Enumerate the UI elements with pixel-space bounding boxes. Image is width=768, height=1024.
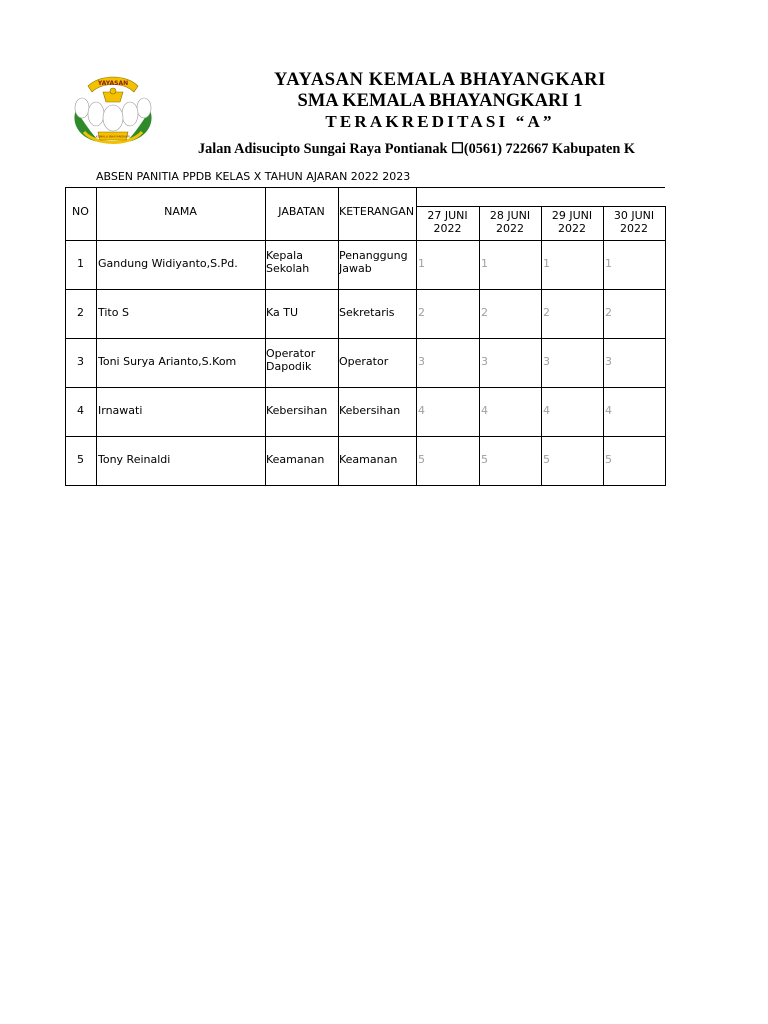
school-name: SMA KEMALA BHAYANGKARI 1 (297, 91, 583, 111)
row-date-value: 3 (481, 355, 488, 368)
row-number: 1 (77, 257, 84, 270)
table-top-border (65, 187, 665, 188)
row-border (65, 485, 666, 486)
column-border (65, 187, 66, 486)
table-caption: ABSEN PANITIA PPDB KELAS X TAHUN AJARAN 2022 2023 (96, 170, 411, 183)
row-number: 5 (77, 453, 84, 466)
row-jabatan-line2: Sekolah (266, 262, 310, 275)
column-header-date: 27 JUNI (427, 209, 468, 222)
row-date-value: 4 (543, 404, 550, 417)
row-jabatan: Operator (266, 347, 316, 360)
row-date-value: 2 (543, 306, 550, 319)
row-border (65, 436, 666, 437)
column-border (265, 187, 266, 486)
column-header-date: 29 JUNI (551, 209, 593, 222)
row-date-value: 1 (605, 257, 612, 270)
column-header-date: 30 JUNI (613, 209, 655, 222)
accreditation: TERAKREDITASI “A” (325, 112, 555, 131)
row-date-value: 1 (543, 257, 550, 270)
row-date-value: 4 (418, 404, 425, 417)
row-keterangan: Keamanan (339, 453, 398, 466)
row-nama: Tony Reinaldi (98, 453, 171, 466)
row-date-value: 5 (418, 453, 425, 466)
row-jabatan: Keamanan (266, 453, 325, 466)
row-date-value: 2 (605, 306, 612, 319)
column-border (541, 206, 542, 486)
row-date-value: 2 (481, 306, 488, 319)
column-border (665, 206, 666, 486)
column-border (479, 206, 480, 486)
column-border (603, 206, 604, 486)
column-header-year: 2022 (620, 222, 648, 235)
row-jabatan: Ka TU (266, 306, 299, 319)
school-logo-icon (68, 70, 158, 150)
row-jabatan-line2: Dapodik (266, 360, 312, 373)
column-header-year: 2022 (433, 222, 462, 235)
logo-bottom-text: KEMALA BHAYANGKARI (95, 134, 131, 139)
column-header-no: NO (72, 205, 89, 218)
column-header-year: 2022 (558, 222, 586, 235)
row-border (65, 289, 666, 290)
row-date-value: 2 (418, 306, 425, 319)
row-number: 3 (77, 355, 84, 368)
row-keterangan: Operator (339, 355, 389, 368)
row-jabatan: Kebersihan (266, 404, 328, 417)
foundation-name: YAYASAN KEMALA BHAYANGKARI (274, 70, 606, 90)
row-number: 4 (77, 404, 84, 417)
row-jabatan: Kepala (266, 249, 303, 262)
row-date-value: 5 (543, 453, 550, 466)
column-header-jabatan: JABATAN (278, 205, 325, 218)
column-header-date: 28 JUNI (489, 209, 531, 222)
row-date-value: 1 (418, 257, 425, 270)
row-date-value: 4 (605, 404, 612, 417)
row-keterangan: Kebersihan (339, 404, 401, 417)
column-border (338, 187, 339, 486)
row-keterangan: Sekretaris (339, 306, 395, 319)
row-nama: Gandung Widiyanto,S.Pd. (98, 257, 238, 270)
row-date-value: 1 (481, 257, 488, 270)
row-border (65, 338, 666, 339)
row-border (65, 240, 666, 241)
column-header-keterangan: KETERANGAN (339, 205, 415, 218)
row-keterangan: Penanggung (339, 249, 408, 262)
row-nama: Tito S (98, 306, 129, 319)
row-nama: Irnawati (98, 404, 143, 417)
row-date-value: 5 (605, 453, 612, 466)
row-date-value: 4 (481, 404, 488, 417)
row-border (65, 387, 666, 388)
row-date-value: 5 (481, 453, 488, 466)
logo-top-text: YAYASAN (97, 80, 129, 87)
row-date-value: 3 (605, 355, 612, 368)
row-number: 2 (77, 306, 84, 319)
school-address: Jalan Adisucipto Sungai Raya Pontianak ☐(0561) 722667 Kabupaten K (198, 141, 636, 157)
row-nama: Toni Surya Arianto,S.Kom (98, 355, 237, 368)
row-date-value: 3 (418, 355, 425, 368)
column-border (96, 187, 97, 486)
column-header-year: 2022 (496, 222, 524, 235)
column-header-nama: NAMA (164, 205, 197, 218)
row-keterangan-line2: Jawab (339, 262, 372, 275)
row-date-value: 3 (543, 355, 550, 368)
